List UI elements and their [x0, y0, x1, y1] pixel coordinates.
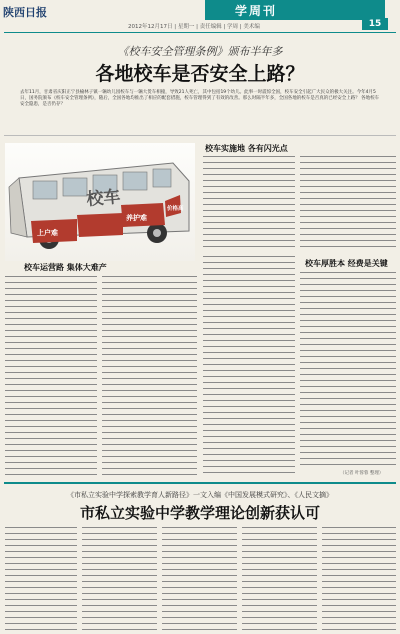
lead-headline: 各地校车是否安全上路？ [95, 63, 305, 85]
bus-lettering: 校车 [85, 187, 122, 210]
subhead-operation: 校车运营路 集体大难产 [24, 263, 107, 272]
sign-maintenance-hard: 养护难 [126, 214, 147, 222]
article-column [5, 276, 97, 476]
second-story-headline: 市私立实验中学教学理论创新获认可 [79, 504, 320, 522]
article-column [102, 276, 197, 476]
section-banner [205, 0, 385, 20]
lead-divider [4, 135, 396, 136]
article-column [162, 527, 237, 631]
second-story-kicker: 《市私立实验中学探索教学育人新路径》一文入编《中国发展模式研究》、《人民文摘》 [67, 491, 333, 499]
section-divider [4, 482, 396, 484]
school-bus-drawing [5, 143, 195, 261]
byline: （记者 叶蓉蓉 整理） [340, 471, 384, 476]
dateline: 2012年12月17日 | 星期一 | 责任编辑 | 学周 | 美术编 [128, 24, 260, 30]
subhead-pilot: 校车实施地 各有闪光点 [205, 144, 288, 153]
sign-registration-hard: 上户难 [37, 229, 58, 237]
sign-price-high: 价格高 [167, 206, 184, 212]
article-column [203, 256, 295, 476]
article-column [82, 527, 157, 631]
article-column [322, 527, 396, 631]
article-column [242, 527, 317, 631]
page-number: 15 [362, 18, 388, 30]
article-column [300, 272, 396, 468]
lead-kicker: 《校车安全管理条例》颁布半年多 [117, 45, 283, 58]
lead-paragraph: 去年11月，甘肃省庆阳正宁县榆林子镇一辆幼儿园校车与一辆大货车相撞，导致21人死亡，其中包括19个幼儿。此事一时震惊全国，校车安全引起广大民众的极大关注。今年4月5日，国务院颁布《校车安全管理条例》，随后，全国各地均推出了相应的配套措施，校车管理得到了有效的改善。那么时隔半年多，全国各地的校车是否真的已经安全上路？ 各地校车安全隐患，是否仍存？ [20, 90, 380, 107]
article-column [203, 156, 295, 252]
section-banner-title: 学周刊 [235, 4, 278, 18]
newspaper-logo: 陕西日报 [3, 6, 47, 19]
masthead [0, 0, 400, 30]
article-column [5, 527, 77, 631]
subhead-funding: 校车厚胜本 经费是关键 [305, 259, 388, 268]
school-bus-illustration [5, 143, 195, 261]
article-column [300, 156, 396, 252]
header-rule [4, 32, 396, 33]
